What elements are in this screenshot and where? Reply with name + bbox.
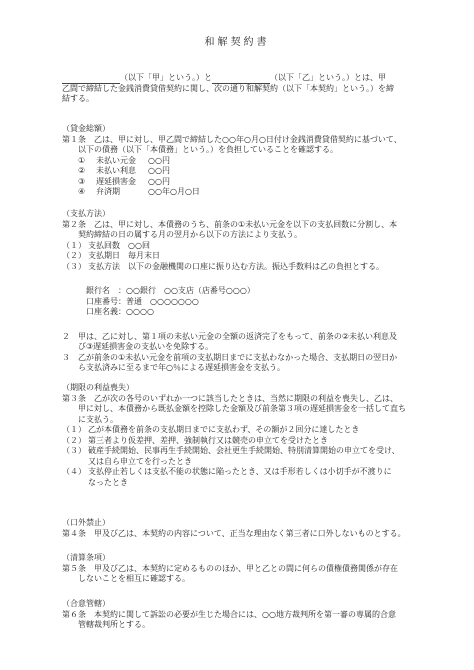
article-3-line-1: 第３条 乙が次の各号のいずれか一つに該当したときは、当然に期限の利益を喪失し、乙は、 xyxy=(62,393,398,403)
list-item: （２） 支払期日 毎月末日 xyxy=(62,251,160,260)
party-a-suffix: （以下「甲」という。）と xyxy=(120,73,212,82)
article-1-items xyxy=(62,156,418,198)
list-item: （４） 支払停止若しくは支払不能の状態に陥ったとき、又は手形若しくは小切手が不渡りに なったとき xyxy=(62,467,392,487)
article-3-line-2: 甲に対し、本債務から既払金額を控除した金額及び前条第３項の遅延損害金を一括して直ち xyxy=(78,404,406,413)
article-6-line-1: 第６条 本契約に関して訴訟の必要が生じた場合には、○○地方裁判所を第一審の専属的合意 xyxy=(62,609,396,619)
article-6 xyxy=(62,599,418,631)
intro-block xyxy=(62,73,418,105)
list-item: ③ 遅延損害金 ○○円 xyxy=(78,176,170,186)
list-item: （１） 支払回数 ○○回 xyxy=(62,240,150,250)
article-3 xyxy=(62,383,418,488)
intro-line-2: 乙間で締結した金銭消費貸借契約に関し、次の通り和解契約（以下「本契約」という。）を締 xyxy=(62,83,394,93)
article-3-line-3: に支払う。 xyxy=(78,414,118,424)
article-2-para-3-line-1: ３ 乙が前条の①未払い元金を前項の支払期日までに支払わなかった場合、支払期日の翌日か xyxy=(62,352,398,362)
list-item: ② 未払い利息 ○○円 xyxy=(78,166,170,175)
article-4-line-1: 第４条 甲及び乙は、本契約の内容について、正当な理由なく第三者に口外しないものとする。 xyxy=(62,528,406,538)
article-1-heading: （貸金総額） xyxy=(62,124,110,133)
intro-line-1 xyxy=(62,73,418,84)
list-item: （３） 破産手続開始、民事再生手続開始、会社更生手続開始、特別清算開始の申立てを受け、 又は自ら申立てを行ったとき xyxy=(62,446,400,466)
account-holder: 口座名義：○○○○ xyxy=(86,307,154,316)
article-1-line-2: 以下の債務（以下「本債務」という。）を負担していることを確認する。 xyxy=(78,145,338,154)
account-number: 口座番号：普通 ○○○○○○○ xyxy=(86,296,199,306)
list-item: ① 未払い元金 ○○円 xyxy=(78,155,170,165)
page-title: 和解契約書 xyxy=(204,37,270,48)
article-6-heading: （合意管轄） xyxy=(62,599,110,608)
article-2-para-2-line-2: び③遅延損害金の支払いを免除する。 xyxy=(78,342,214,351)
bank-name: 銀行名 ：○○銀行 ○○支店（店番号○○○） xyxy=(86,286,255,295)
article-2-line-2: 契約締結の日の属する月の翌月から以下の方法により支払う。 xyxy=(78,230,302,239)
list-item: （３） 支払方法 以下の金融機関の口座に振り込む方法。振込手数料は乙の負担とする。 xyxy=(62,261,384,271)
article-4-heading: （口外禁止） xyxy=(62,518,110,527)
article-6-line-2: 管轄裁判所とする。 xyxy=(78,620,150,629)
list-item: （１） 乙が本債務を前条の支払期日までに支払わず、その額が２回分に達したとき xyxy=(62,425,360,434)
party-a-blank[interactable] xyxy=(62,75,120,84)
party-b-suffix: （以下「乙」という。）とは、甲 xyxy=(270,73,386,82)
article-4 xyxy=(62,518,418,539)
article-5-line-2: しないことを相互に確認する。 xyxy=(78,574,190,583)
article-2 xyxy=(62,209,418,374)
article-5 xyxy=(62,553,418,585)
article-3-heading: （期限の利益喪失） xyxy=(62,383,134,392)
list-item: ④ 弁済期 ○○年○月○日 xyxy=(78,187,200,196)
article-5-heading: （清算条項） xyxy=(62,553,110,562)
article-2-para-2-line-1: ２ 甲は、乙に対し、第１項の未払い元金の全額の返済完了をもって、前条の②未払い利息及 xyxy=(62,331,398,341)
bank-details xyxy=(62,286,418,318)
article-2-line-1: 第２条 乙は、甲に対し、本債務のうち、前条の①未払い元金を以下の支払回数に分割し、本 xyxy=(62,219,398,229)
intro-line-3: 結する。 xyxy=(62,94,94,103)
list-item: （２） 第三者より仮差押、差押、強制執行又は競売の申立てを受けたとき xyxy=(62,435,328,445)
article-1 xyxy=(62,124,418,198)
article-2-para-3-line-2: ら支払済みに至るまで年○％による遅延損害金を支払う。 xyxy=(78,363,285,372)
article-5-line-1: 第５条 甲及び乙は、本契約に定めるもののほか、甲と乙との間に何らの債権債務関係が存在 xyxy=(62,563,398,573)
party-b-blank[interactable] xyxy=(212,75,270,84)
article-1-line-1: 第１条 乙は、甲に対し、甲乙間で締結した○○年○月○日付け金銭消費貸借契約に基づいて、 xyxy=(62,134,402,144)
article-2-heading: （支払方法） xyxy=(62,209,110,218)
